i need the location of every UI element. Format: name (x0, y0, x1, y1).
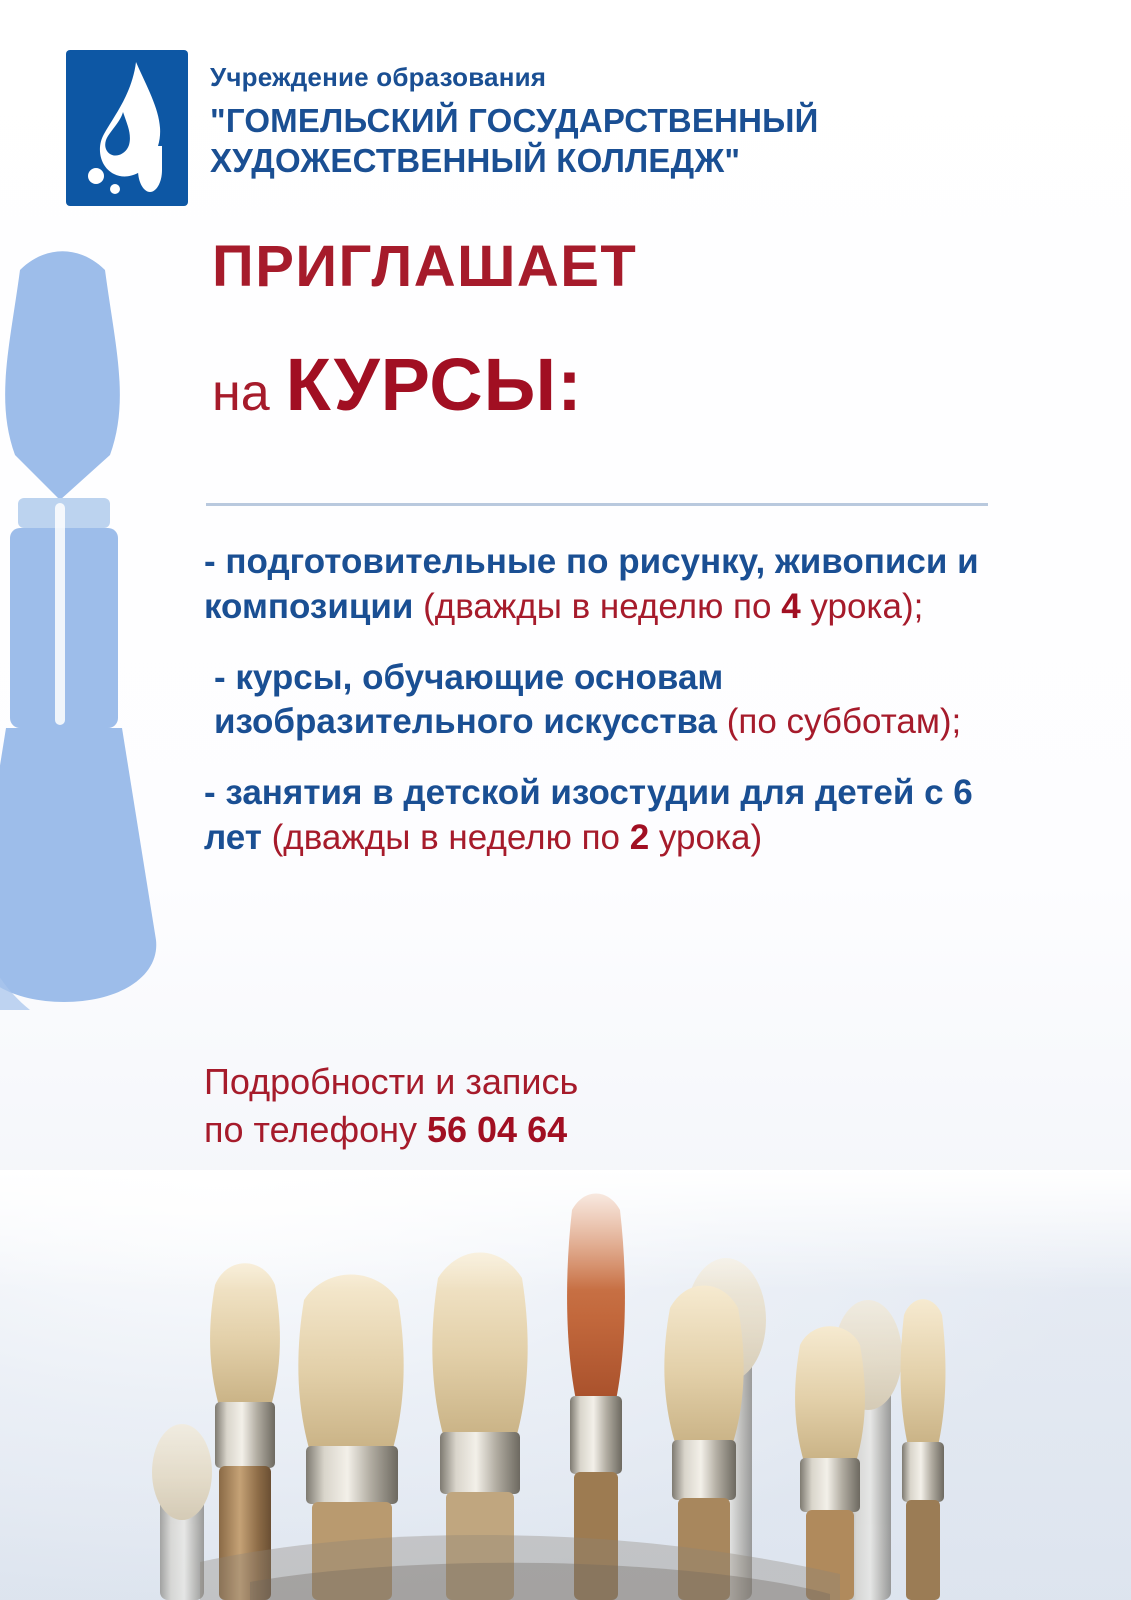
header-divider (206, 503, 988, 506)
course-detail-b: урока); (800, 586, 924, 626)
course-title: - занятия в детской изостудии для детей с 6 лет (204, 773, 973, 857)
list-item (204, 540, 1004, 630)
college-logo-icon (66, 50, 188, 206)
poster-header (66, 50, 1000, 206)
invite-headline: ПРИГЛАШАЕТ (212, 234, 638, 299)
list-item (204, 771, 1004, 861)
course-detail-a: (по субботам); (717, 702, 962, 742)
contacts-line-1: Подробности и запись (204, 1061, 579, 1102)
contacts-line-2 (204, 1106, 904, 1154)
contacts-phone-number[interactable]: 56 04 64 (426, 1108, 568, 1150)
courses-list (204, 540, 1004, 887)
courses-preposition: на (212, 364, 270, 422)
courses-headline (212, 342, 583, 427)
org-title: "ГОМЕЛЬСКИЙ ГОСУДАРСТВЕННЫЙ ХУДОЖЕСТВЕННЫЙ КОЛЛЕДЖ" (210, 102, 819, 180)
course-number: 2 (629, 817, 650, 857)
courses-word: КУРСЫ: (285, 343, 583, 426)
contacts-block (204, 1058, 904, 1153)
course-title: - курсы, обучающие основам изобразительного искусства (214, 657, 724, 742)
photo-top-fade (0, 1170, 1131, 1290)
course-detail-a: (дважды в неделю по (413, 586, 782, 626)
course-detail-a: (дважды в неделю по (261, 817, 630, 857)
org-subtitle: Учреждение образования (210, 62, 547, 92)
course-detail-b: урока) (649, 817, 763, 857)
brushes-photo (0, 1170, 1131, 1600)
list-item (204, 656, 1004, 746)
org-text-block (210, 50, 1000, 182)
contacts-phone-label: по телефону (204, 1108, 427, 1150)
course-title: - подготовительные по рисунку, живописи и композиции (204, 542, 979, 626)
course-number: 4 (781, 586, 801, 626)
